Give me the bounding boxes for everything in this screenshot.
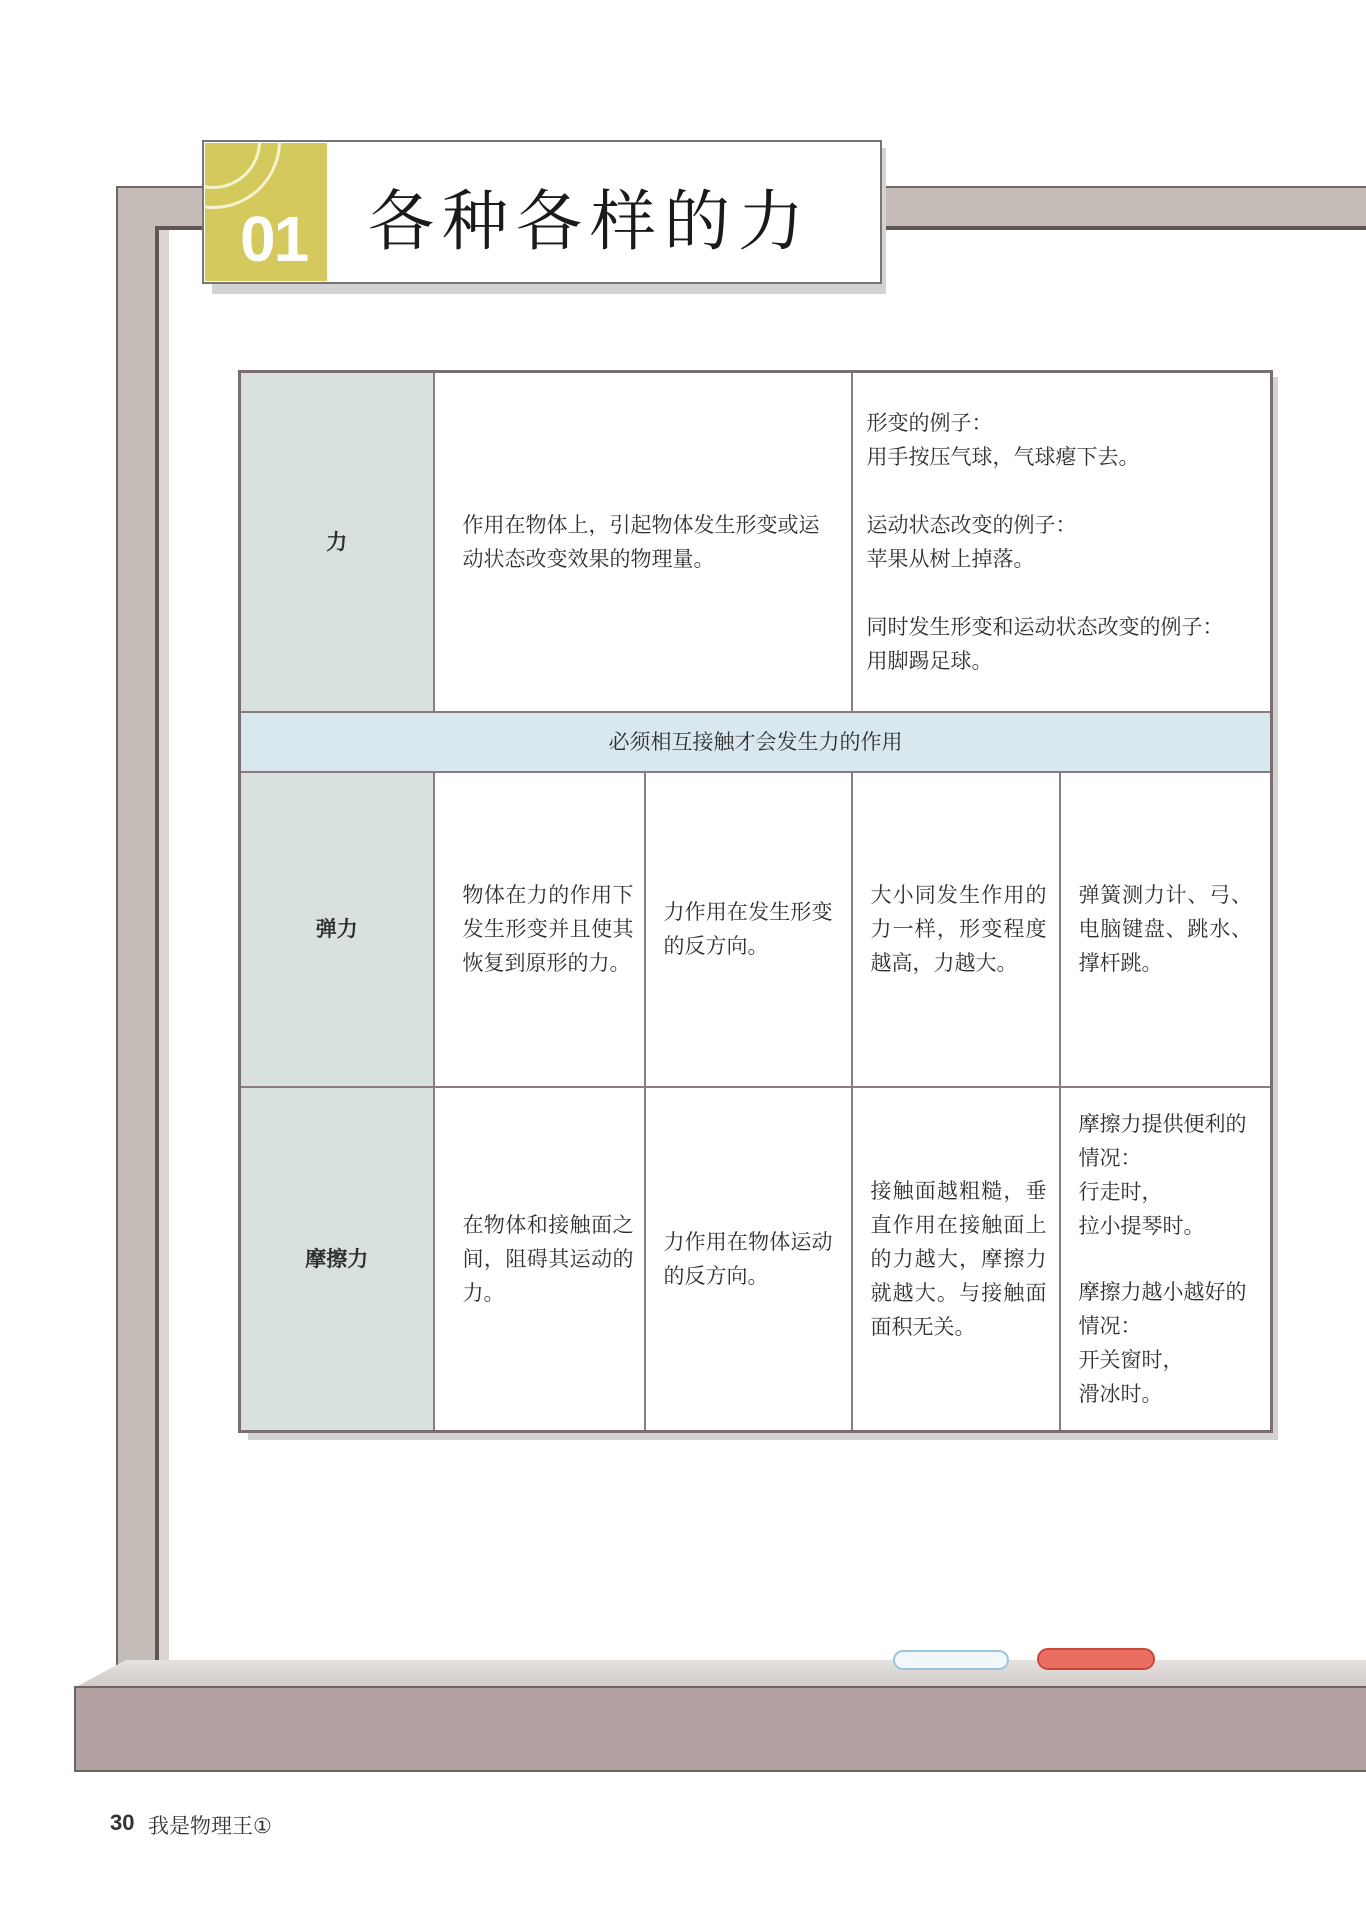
table-row xyxy=(240,372,1272,712)
example-text: 用脚踢足球。 xyxy=(866,648,993,673)
example-label: 同时发生形变和运动状态改变的例子： xyxy=(866,614,1224,639)
example-label: 摩擦力越小越好的情况： xyxy=(1078,1279,1247,1338)
chalk-tray xyxy=(74,1686,1366,1772)
book-title: 我是物理王① xyxy=(148,1814,272,1838)
stripe-decoration xyxy=(324,143,327,281)
example-text: 开关窗时， xyxy=(1078,1347,1184,1372)
red-chalk-icon xyxy=(1037,1648,1155,1670)
force-definition xyxy=(434,372,852,712)
force-definition-text: 作用在物体上，引起物体发生形变或运动状态改变效果的物理量。 xyxy=(462,512,820,571)
example-label: 摩擦力提供便利的情况： xyxy=(1078,1111,1247,1170)
friction-direction: 力作用在物体运动的反方向。 xyxy=(645,1087,852,1432)
chalk-tray-top xyxy=(74,1660,1366,1688)
white-chalk-icon xyxy=(893,1650,1009,1670)
example-text: 苹果从树上掉落。 xyxy=(866,546,1035,571)
example-text: 用手按压气球，气球瘪下去。 xyxy=(866,444,1140,469)
friction-definition: 在物体和接触面之间，阻碍其运动的力。 xyxy=(434,1087,645,1432)
friction-examples xyxy=(1060,1087,1272,1432)
force-table xyxy=(238,370,1273,1433)
blackboard-inner-shadow xyxy=(159,230,169,1660)
example-text: 行走时， xyxy=(1078,1179,1163,1204)
section-number: 01 xyxy=(240,203,308,275)
elastic-examples: 弹簧测力计、弓、电脑键盘、跳水、撑杆跳。 xyxy=(1060,772,1272,1087)
example-label: 形变的例子： xyxy=(866,410,993,435)
stripe-decoration xyxy=(315,143,320,281)
example-text: 滑冰时。 xyxy=(1078,1381,1163,1406)
page-title: 各种各样的力 xyxy=(368,183,812,260)
force-examples xyxy=(852,372,1272,712)
elastic-magnitude: 大小同发生作用的力一样，形变程度越高，力越大。 xyxy=(852,772,1060,1087)
friction-magnitude: 接触面越粗糙，垂直作用在接触面上的力越大，摩擦力就越大。与接触面面积无关。 xyxy=(852,1087,1060,1432)
elastic-direction: 力作用在发生形变的反方向。 xyxy=(645,772,852,1087)
row-header-elastic: 弹力 xyxy=(240,772,434,1087)
table-row xyxy=(240,1087,1272,1432)
example-text: 拉小提琴时。 xyxy=(1078,1213,1205,1238)
table-row xyxy=(240,712,1272,772)
row-header-friction: 摩擦力 xyxy=(240,1087,434,1432)
contact-banner: 必须相互接触才会发生力的作用 xyxy=(240,712,1272,772)
table-row xyxy=(240,772,1272,1087)
example-label: 运动状态改变的例子： xyxy=(866,512,1077,537)
row-header-force: 力 xyxy=(240,372,434,712)
elastic-definition: 物体在力的作用下发生形变并且使其恢复到原形的力。 xyxy=(434,772,645,1087)
page-number: 30 xyxy=(110,1810,135,1835)
